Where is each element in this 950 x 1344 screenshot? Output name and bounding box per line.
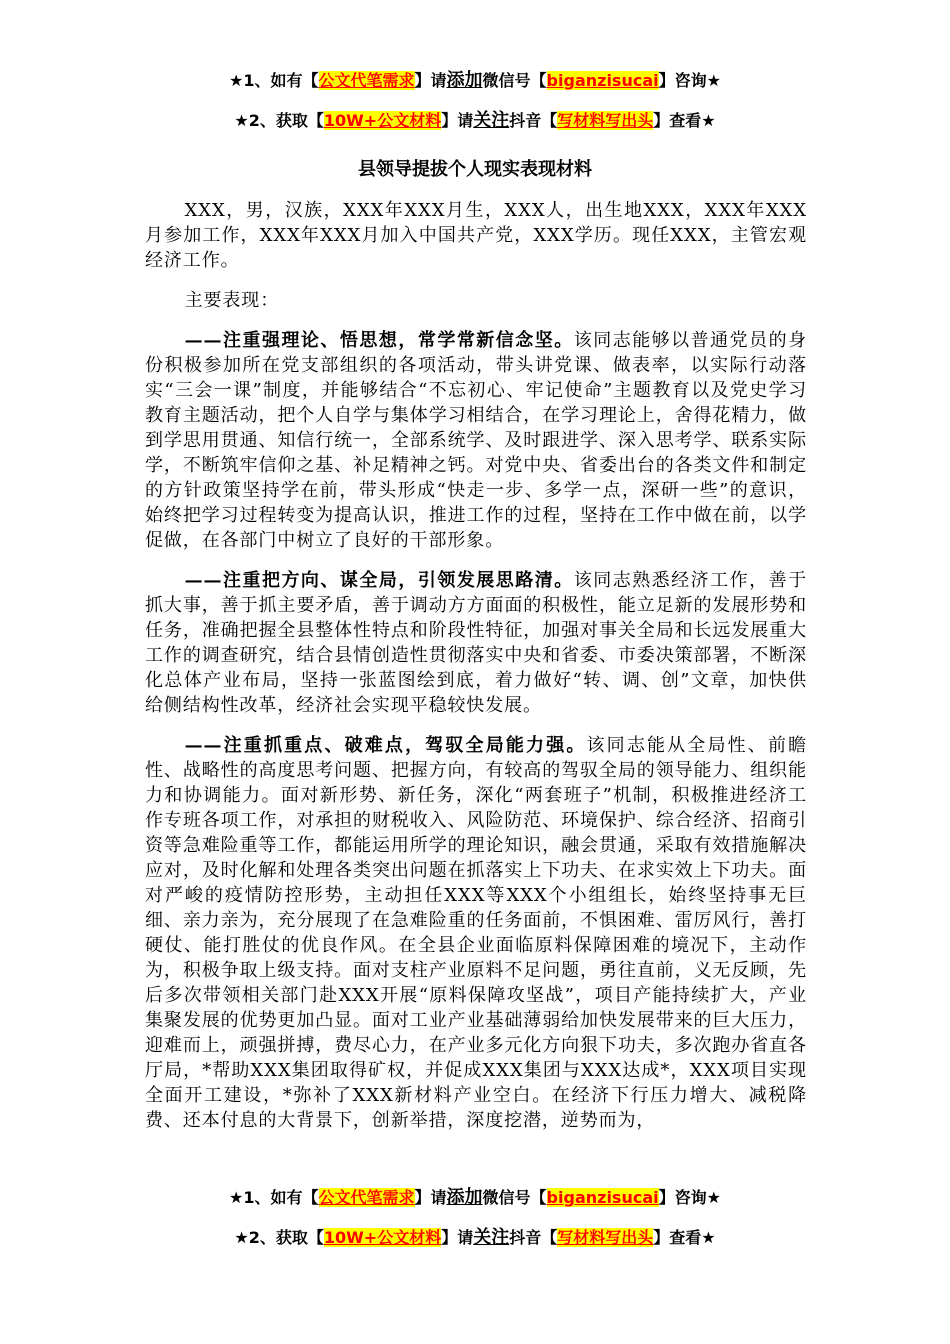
banner-douyin-id: 写材料写出头 xyxy=(557,1228,654,1247)
paragraph-text: XXX，男，汉族，XXX年XXX月生，XXX人，出生地XXX，XXX年XXX月参加工作，XXX年XXX月加入中国共产党，XXX学历。现任XXX，主管宏观经济工作。 xyxy=(145,200,807,271)
banner-text: 】查看★ xyxy=(653,111,716,130)
banner-text: 】请 xyxy=(414,1188,447,1207)
paragraph-text: 该同志能够以普通党员的身份积极参加所在党支部组织的各项活动，带头讲党课、做表率，以实际行动落实“三会一课”制度，并能够结合“不忘初心、牢记使命”主题教育以及党史学习教育主题活动，把个人自学与集体学习相结合，在学习理论上，舍得花精力，做到学思用贯通、知信行统一，全部系统学、及时跟进学、深入思考学、联系实际学，不断筑牢信仰之基、补足精神之钙。对党中央、省委出台的各类文件和制定的方针政策坚持学在前，带头形成“快走一步、多学一点，深研一些”的意识，始终把学习过程转变为提高认识，推进工作的过程，坚持在工作中做在前，以学促做，在各部门中树立了良好的干部形象。 xyxy=(145,330,807,551)
paragraph-theory xyxy=(145,328,807,553)
paragraph-direction xyxy=(145,568,807,718)
banner-wechat-id: biganzisucai xyxy=(546,1188,659,1207)
banner-text: ★1、如有【 xyxy=(229,1188,319,1207)
banner-underline: 关注 xyxy=(473,1227,510,1248)
promo-banner-top-2 xyxy=(0,110,950,132)
banner-text: ★2、获取【 xyxy=(234,111,324,130)
banner-highlight: 10W+公文材料 xyxy=(323,1228,442,1247)
paragraph-heading xyxy=(145,288,807,313)
paragraph-text: 该同志熟悉经济工作，善于抓大事，善于抓主要矛盾，善于调动方方面面的积极性，能立足新的发展形势和任务，准确把握全县整体性特点和阶段性特征，加强对事关全局和长远发展重大工作的调查研究，结合县情创造性贯彻落实中央和省委、市委决策部署，不断深化总体产业布局，坚持一张蓝图绘到底，着力做好“转、调、创”文章，加快供给侧结构性改革，经济社会实现平稳较快发展。 xyxy=(145,570,807,716)
promo-banner-bottom-2 xyxy=(0,1227,950,1249)
document-body xyxy=(145,198,807,1148)
banner-text: 】请 xyxy=(414,71,447,90)
paragraph-lead: ——注重强理论、悟思想，常学常新信念坚。 xyxy=(184,330,574,351)
paragraph-lead: ——注重抓重点、破难点，驾驭全局能力强。 xyxy=(184,735,587,756)
promo-banner-top-1 xyxy=(0,70,950,92)
paragraph-text: 主要表现： xyxy=(184,290,280,311)
document-title: 县领导提拔个人现实表现材料 xyxy=(358,159,592,180)
paragraph-lead: ——注重把方向、谋全局，引领发展思路清。 xyxy=(184,570,574,591)
banner-douyin-id: 写材料写出头 xyxy=(557,111,654,130)
banner-text: 】请 xyxy=(441,1228,474,1247)
banner-text: 】咨询★ xyxy=(658,71,721,90)
banner-text: 】请 xyxy=(441,111,474,130)
banner-text: 抖音【 xyxy=(509,1228,558,1247)
banner-text: 抖音【 xyxy=(509,111,558,130)
banner-text: 微信号【 xyxy=(482,71,547,90)
banner-text: 】咨询★ xyxy=(658,1188,721,1207)
banner-underline: 关注 xyxy=(473,110,510,131)
banner-highlight: 公文代笔需求 xyxy=(318,1188,415,1207)
promo-banner-bottom-1 xyxy=(0,1187,950,1209)
banner-underline: 添加 xyxy=(446,70,483,91)
banner-wechat-id: biganzisucai xyxy=(546,71,659,90)
banner-text: 】查看★ xyxy=(653,1228,716,1247)
paragraph-leadership xyxy=(145,733,807,1133)
banner-text: ★2、获取【 xyxy=(234,1228,324,1247)
banner-underline: 添加 xyxy=(446,1187,483,1208)
banner-highlight: 10W+公文材料 xyxy=(323,111,442,130)
paragraph-intro xyxy=(145,198,807,273)
banner-text: ★1、如有【 xyxy=(229,71,319,90)
paragraph-text: 该同志能从全局性、前瞻性、战略性的高度思考问题、把握方向，有较高的驾驭全局的领导能力、组织能力和协调能力。面对新形势、新任务，深化“两套班子”机制，积极推进经济工作专班各项工作，对承担的财税收入、风险防范、环境保护、综合经济、招商引资等急难险重等工作，都能运用所学的理论知识，融会贯通，采取有效措施解决应对，及时化解和处理各类突出问题在抓落实上下功夫、在求实效上下功夫。面对严峻的疫情防控形势，主动担任XXX等XXX个小组组长，始终坚持事无巨细、亲力亲为，充分展现了在急难险重的任务面前，不惧困难、雷厉风行，善打硬仗、能打胜仗的优良作风。在全县企业面临原料保障困难的境况下，主动作为，积极争取上级支持。面对支柱产业原料不足问题，勇往直前，义无反顾，先后多次带领相关部门赴XXX开展“原料保障攻坚战”，项目产能持续扩大，产业集聚发展的优势更加凸显。面对工业产业基础薄弱给加快发展带来的巨大压力，迎难而上，顽强拼搏，费尽心力，在产业多元化方向狠下功夫，多次跑办省直各厅局，*帮助XXX集团取得矿权，并促成XXX集团与XXX达成*，XXX项目实现全面开工建设，*弥补了XXX新材料产业空白。在经济下行压力增大、减税降费、还本付息的大背景下，创新举措，深度挖潜，逆势而为， xyxy=(145,735,808,1131)
banner-highlight: 公文代笔需求 xyxy=(318,71,415,90)
banner-text: 微信号【 xyxy=(482,1188,547,1207)
